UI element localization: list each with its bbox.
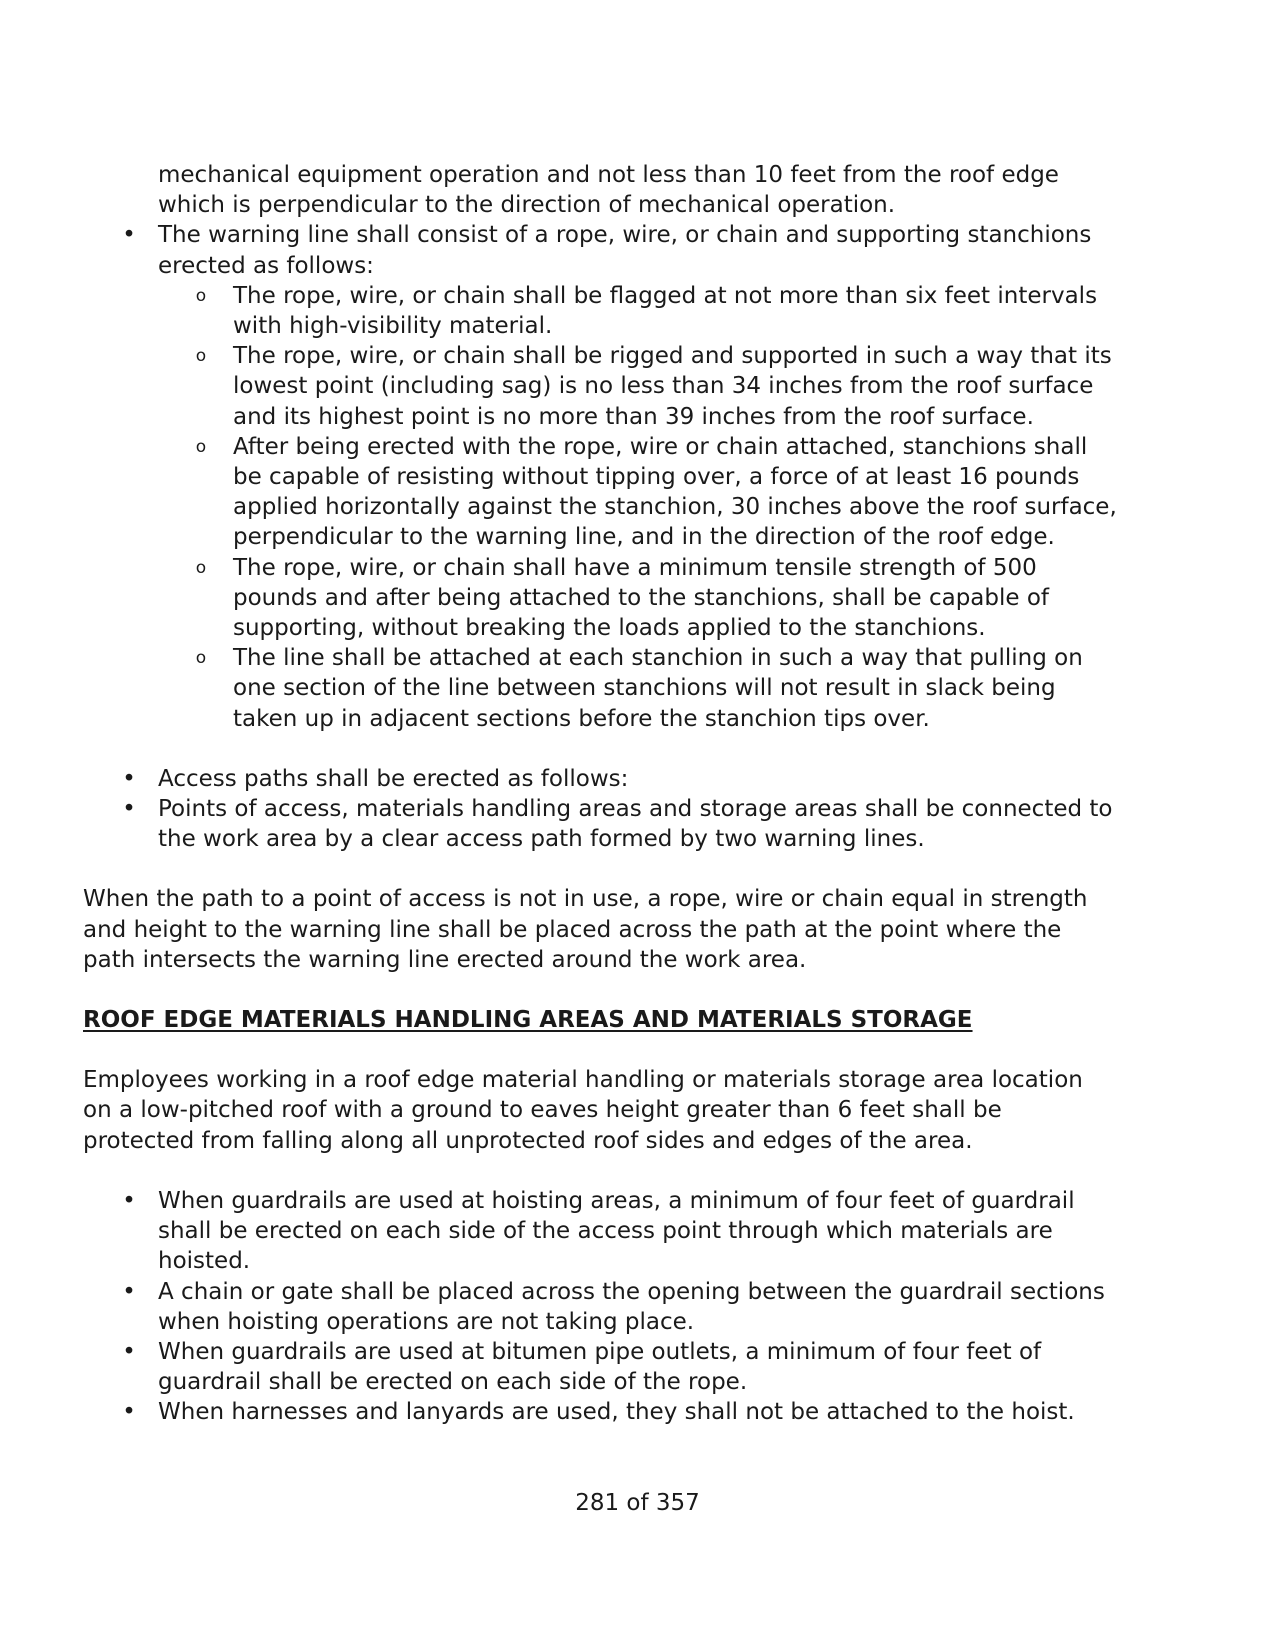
bullet-icon: • (122, 765, 136, 792)
page-content (83, 160, 1198, 1428)
spacer (83, 1035, 1198, 1065)
spacer (83, 734, 1198, 764)
sub-list-item (83, 281, 1198, 341)
circle-bullet-icon: o (195, 346, 207, 367)
text-line: applied horizontally against the stanchion, 30 inches above the roof surface, (233, 494, 1117, 521)
text-line: mechanical equipment operation and not less than 10 feet from the roof edge (158, 162, 1059, 188)
text-line: protected from falling along all unprotected roof sides and edges of the area. (83, 1127, 973, 1154)
list-item (83, 220, 1198, 733)
sub-list-item (83, 432, 1198, 553)
text-line: which is perpendicular to the direction of mechanical operation. (158, 192, 896, 219)
list-item (83, 1397, 1198, 1427)
text-line: Points of access, materials handling areas and storage areas shall be connected to (158, 796, 1113, 823)
text-line: taken up in adjacent sections before the stanchion tips over. (233, 705, 930, 732)
bullet-icon: • (122, 1278, 136, 1305)
text-line: When guardrails are used at hoisting areas, a minimum of four feet of guardrail (158, 1187, 1075, 1214)
text-line: The rope, wire, or chain shall be rigged and supported in such a way that its (233, 343, 1112, 370)
circle-bullet-icon: o (195, 648, 207, 669)
continued-item (83, 160, 1198, 220)
text-line: When harnesses and lanyards are used, they shall not be attached to the hoist. (158, 1399, 1075, 1426)
text-line: and height to the warning line shall be placed across the path at the point where the (83, 916, 1062, 943)
sub-list-item (83, 341, 1198, 432)
text-line: with high-visibility material. (233, 313, 553, 340)
paragraph (83, 1065, 1198, 1156)
list-item (83, 794, 1198, 854)
text-line: Employees working in a roof edge material handling or materials storage area location (83, 1067, 1083, 1094)
page-number: 281 of 357 (575, 1490, 700, 1516)
text-line: and its highest point is no more than 39 inches from the roof surface. (233, 403, 1034, 430)
bullet-icon: • (122, 222, 136, 249)
text-line: the work area by a clear access path formed by two warning lines. (158, 826, 925, 853)
text-line: one section of the line between stanchions will not result in slack being (233, 675, 1056, 702)
text-line: pounds and after being attached to the stanchions, shall be capable of (233, 584, 1050, 611)
sub-list-item (83, 553, 1198, 644)
list-item (83, 1186, 1198, 1277)
circle-bullet-icon: o (195, 285, 207, 306)
text-line: A chain or gate shall be placed across the opening between the guardrail sections (158, 1278, 1105, 1305)
text-line: The rope, wire, or chain shall have a minimum tensile strength of 500 (233, 554, 1037, 581)
spacer (83, 854, 1198, 884)
circle-bullet-icon: o (195, 557, 207, 578)
text-line: shall be erected on each side of the access point through which materials are (158, 1218, 1053, 1245)
text-line: The rope, wire, or chain shall be flagged at not more than six feet intervals (233, 282, 1098, 309)
text-line: When guardrails are used at bitumen pipe outlets, a minimum of four feet of (158, 1338, 1042, 1365)
text-line: when hoisting operations are not taking place. (158, 1308, 695, 1335)
bullet-icon: • (122, 1338, 136, 1365)
text-line: on a low-pitched roof with a ground to eaves height greater than 6 feet shall be (83, 1097, 1002, 1124)
text-line: lowest point (including sag) is no less than 34 inches from the roof surface (233, 373, 1094, 400)
text-line: The warning line shall consist of a rope, wire, or chain and supporting stanchions (158, 222, 1092, 249)
list-item (83, 1277, 1198, 1337)
spacer (83, 1156, 1198, 1186)
text-line: The line shall be attached at each stanchion in such a way that pulling on (233, 645, 1083, 672)
paragraph (83, 884, 1198, 975)
text-line: Access paths shall be erected as follows: (158, 765, 629, 792)
list-item (83, 1337, 1198, 1397)
text-line: supporting, without breaking the loads applied to the stanchions. (233, 615, 986, 642)
circle-bullet-icon: o (195, 436, 207, 457)
list-item (83, 764, 1198, 794)
text-line: guardrail shall be erected on each side of the rope. (158, 1369, 748, 1396)
bullet-icon: • (122, 1187, 136, 1214)
section-heading: ROOF EDGE MATERIALS HANDLING AREAS AND MATERIALS STORAGE (83, 1007, 973, 1034)
text-line: When the path to a point of access is not in use, a rope, wire or chain equal in strength (83, 886, 1088, 913)
bullet-icon: • (122, 1399, 136, 1426)
text-line: After being erected with the rope, wire or chain attached, stanchions shall (233, 433, 1088, 460)
text-line: perpendicular to the warning line, and in the direction of the roof edge. (233, 524, 1055, 551)
text-line: erected as follows: (158, 252, 374, 279)
spacer (83, 975, 1198, 1005)
bullet-icon: • (122, 796, 136, 823)
text-line: hoisted. (158, 1248, 251, 1275)
text-line: path intersects the warning line erected around the work area. (83, 946, 807, 973)
text-line: be capable of resisting without tipping over, a force of at least 16 pounds (233, 464, 1080, 491)
sub-list-item (83, 643, 1198, 734)
